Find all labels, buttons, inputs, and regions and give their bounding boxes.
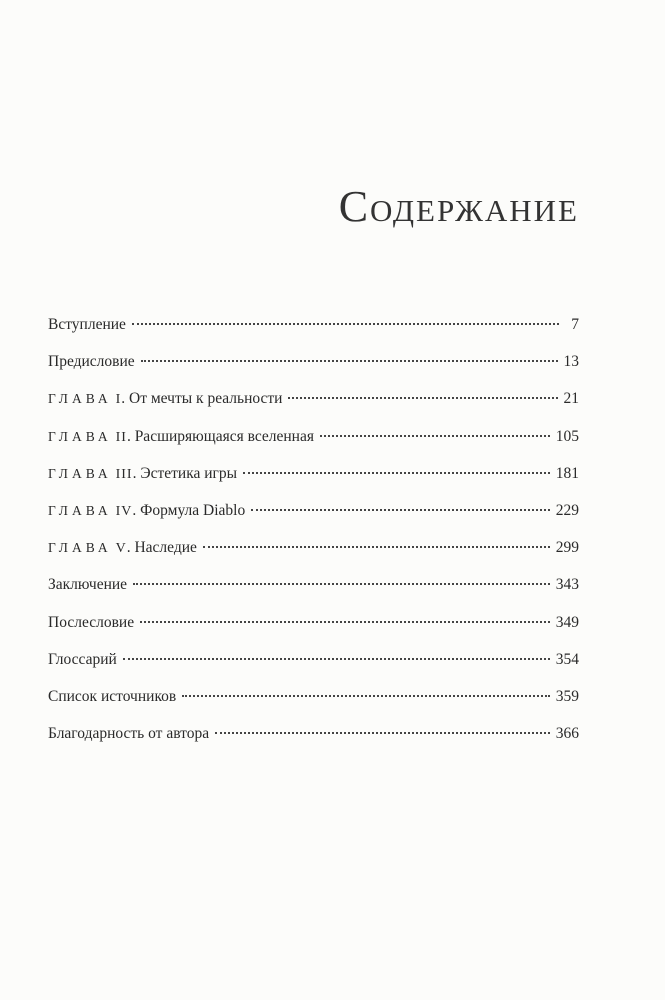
toc-entry-text: Послесловие xyxy=(48,613,135,631)
toc-entry-text: Благодарность от автора xyxy=(48,725,210,743)
dot-leader xyxy=(215,732,550,734)
toc-page-number: 13 xyxy=(563,353,579,371)
chapter-word: ГЛАВА xyxy=(48,428,112,444)
toc-entry-label xyxy=(48,539,203,557)
toc-entry-text: . Формула Diablo xyxy=(132,501,246,519)
toc-entry xyxy=(48,725,579,762)
toc-page-number: 299 xyxy=(555,539,579,557)
dot-leader xyxy=(140,621,550,623)
toc-entry-text: . Расширяющаяся вселенная xyxy=(126,427,314,445)
toc-page-number: 7 xyxy=(571,316,579,333)
toc-entry xyxy=(48,502,579,539)
toc-entry-text: Предисловие xyxy=(48,353,135,371)
dot-leader xyxy=(182,695,549,697)
chapter-number: III xyxy=(115,466,133,482)
toc-entry xyxy=(48,688,579,725)
toc-page-number: 181 xyxy=(555,464,579,482)
toc-page-number: 343 xyxy=(555,576,579,594)
dot-leader xyxy=(320,435,550,437)
toc-entry-label xyxy=(48,725,215,743)
toc-entry xyxy=(48,539,579,576)
chapter-word: ГЛАВА xyxy=(48,391,112,407)
dot-leader xyxy=(141,360,558,362)
chapter-word: ГЛАВА xyxy=(48,540,112,556)
toc-entry-label xyxy=(48,651,123,669)
chapter-number: II xyxy=(115,429,127,445)
toc-entry-label xyxy=(48,428,320,446)
toc-entry xyxy=(48,428,579,465)
toc-page-number: 21 xyxy=(563,390,579,408)
toc-page-number: 229 xyxy=(555,501,579,519)
dot-leader xyxy=(123,658,550,660)
toc-entry xyxy=(48,614,579,651)
dot-leader xyxy=(203,546,550,548)
toc-entry-label xyxy=(48,576,133,594)
dot-leader xyxy=(288,397,557,399)
toc-entry-label xyxy=(48,614,140,632)
toc-title: Содержание xyxy=(338,182,579,231)
toc-list xyxy=(48,316,579,762)
toc-entry xyxy=(48,353,579,390)
chapter-number: IV xyxy=(115,503,133,519)
toc-entry-label xyxy=(48,316,132,334)
toc-page-number: 105 xyxy=(555,427,579,445)
dot-leader xyxy=(251,509,550,511)
dot-leader xyxy=(243,472,550,474)
toc-page-number: 354 xyxy=(555,650,579,668)
toc-entry-text: Вступление xyxy=(48,316,126,333)
chapter-number: V xyxy=(115,541,127,557)
toc-entry-label xyxy=(48,390,288,408)
toc-entry-text: . Эстетика игры xyxy=(132,464,238,482)
toc-entry-text: Список источников xyxy=(48,687,177,705)
chapter-word: ГЛАВА xyxy=(48,502,112,518)
toc-page-number: 359 xyxy=(555,687,579,705)
toc-entry xyxy=(48,390,579,427)
chapter-number: I xyxy=(115,392,122,408)
toc-page-number: 349 xyxy=(555,613,579,631)
toc-entry-text: Глоссарий xyxy=(48,650,117,668)
toc-entry xyxy=(48,465,579,502)
chapter-word: ГЛАВА xyxy=(48,465,112,481)
toc-entry-text: . Наследие xyxy=(126,539,197,557)
toc-entry xyxy=(48,651,579,688)
toc-entry-text: . От мечты к реальности xyxy=(121,390,283,408)
toc-entry-text: Заключение xyxy=(48,576,128,594)
toc-entry-label xyxy=(48,465,243,483)
dot-leader xyxy=(132,323,559,325)
toc-entry xyxy=(48,576,579,613)
toc-entry-label xyxy=(48,688,182,706)
toc-entry-label xyxy=(48,353,141,371)
dot-leader xyxy=(133,583,550,585)
toc-page-number: 366 xyxy=(555,725,579,743)
toc-entry-label xyxy=(48,502,251,520)
toc-entry xyxy=(48,316,579,353)
